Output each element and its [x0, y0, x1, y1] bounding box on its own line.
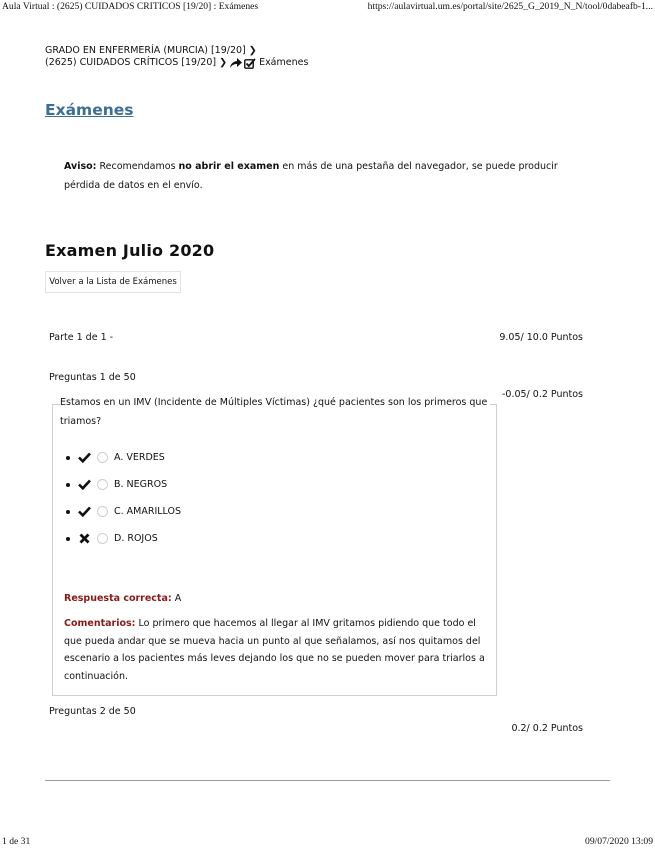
radio-button[interactable] [97, 506, 108, 517]
print-footer-datetime: 09/07/2020 13:09 [585, 836, 653, 847]
notice-text-after: en más de una pestaña del navegador, se puede producir pérdida de datos en el envío. [64, 161, 558, 191]
part-label: Parte 1 de 1 - [49, 332, 114, 343]
print-header-url: https://aulavirtual.um.es/portal/site/2625_G_2019_N_N/tool/0dabeafb-1... [367, 1, 653, 12]
answer-option [66, 444, 181, 471]
radio-button[interactable] [97, 533, 108, 544]
comments-label: Comentarios: [64, 618, 136, 629]
answer-option-label: A. VERDES [114, 452, 165, 463]
check-icon [77, 452, 91, 463]
divider [45, 780, 610, 781]
feedback-comments [64, 615, 489, 685]
breadcrumb-current: Exámenes [259, 57, 309, 68]
notice-label: Aviso: [64, 161, 97, 172]
correct-answer [64, 593, 181, 604]
share-arrow-icon [230, 58, 242, 68]
print-footer-page: 1 de 31 [2, 836, 31, 847]
page-title[interactable]: Exámenes [45, 101, 134, 119]
check-icon [77, 506, 91, 517]
question-score: 0.2/ 0.2 Puntos [511, 723, 583, 734]
print-header-title: Aula Virtual : (2625) CUIDADOS CRITICOS [19/20] : Exámenes [2, 1, 259, 12]
breadcrumb-degree-link[interactable]: GRADO EN ENFERMERÍA (MURCIA) [19/20] [45, 45, 246, 56]
correct-answer-value: A [171, 593, 182, 604]
answer-option-label: D. ROJOS [114, 533, 158, 544]
part-score: 9.05/ 10.0 Puntos [499, 332, 583, 343]
exam-title: Examen Julio 2020 [45, 241, 215, 260]
radio-button[interactable] [97, 479, 108, 490]
bullet-icon [66, 483, 70, 487]
answer-option [66, 525, 181, 552]
radio-button[interactable] [97, 452, 108, 463]
notice-text-before: Recomendamos [96, 161, 179, 172]
answer-option [66, 471, 181, 498]
question-text: Estamos en un IMV (Incidente de Múltiples Víctimas) ¿qué pacientes son los primeros que triamos? [60, 393, 490, 431]
answer-options [66, 444, 181, 552]
bullet-icon [66, 456, 70, 460]
correct-answer-label: Respuesta correcta: [64, 593, 172, 604]
cross-icon [77, 533, 91, 544]
chevron-right-icon: ❯ [219, 57, 228, 68]
notice-banner [64, 157, 579, 195]
comments-text: Lo primero que hacemos al llegar al IMV gritamos pidiendo que todo el que pueda andar que se mueva hacia un punto al que señalamos, así nos quitamos del escenario a los pacientes más leves dejando los que no se pueden mover para triarlos a continuación. [64, 618, 485, 682]
back-to-exam-list-button[interactable]: Volver a la Lista de Exámenes [45, 271, 181, 293]
breadcrumb [45, 45, 308, 69]
answer-option-label: C. AMARILLOS [114, 506, 182, 517]
check-icon [77, 479, 91, 490]
answer-option [66, 498, 181, 525]
question-score: -0.05/ 0.2 Puntos [501, 389, 583, 400]
question-counter: Preguntas 1 de 50 [49, 372, 136, 383]
answer-option-label: B. NEGROS [114, 479, 168, 490]
bullet-icon [66, 537, 70, 541]
notice-emphasis: no abrir el examen [178, 161, 280, 172]
bullet-icon [66, 510, 70, 514]
question-counter: Preguntas 2 de 50 [49, 706, 136, 717]
chevron-right-icon: ❯ [248, 45, 257, 56]
checkbox-checked-icon [244, 58, 256, 69]
breadcrumb-course-link[interactable]: (2625) CUIDADOS CRÍTICOS [19/20] [45, 57, 217, 68]
